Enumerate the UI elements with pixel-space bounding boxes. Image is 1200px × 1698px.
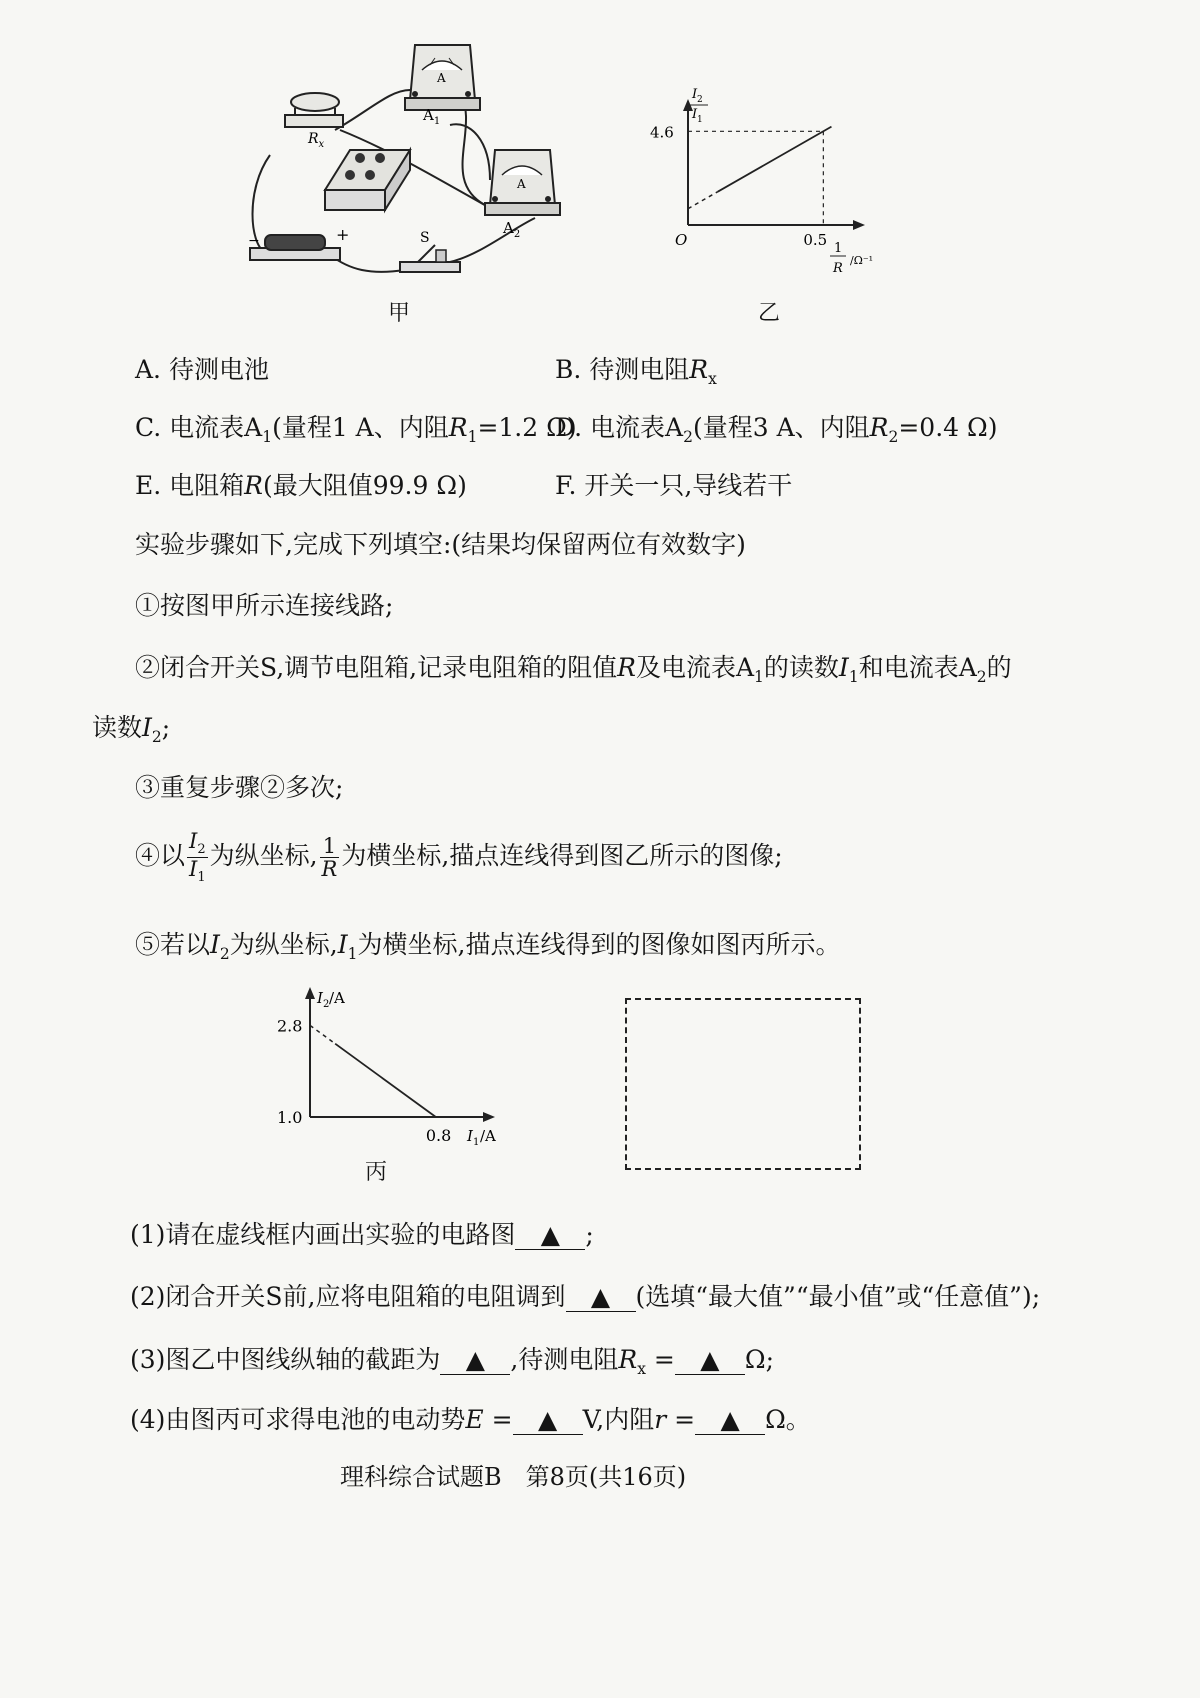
x-label-unit: /Ω⁻¹ [850,254,874,267]
option-a: A. 待测电池 [135,355,269,384]
y-label-sub: 2 [323,999,330,1010]
option-e: E. 电阻箱R(最大阻值99.9 Ω) [135,471,467,500]
y-label-denominator-sub: 1 [697,115,703,125]
answer-blank-q4-internal-resistance[interactable]: ▲ [695,1406,765,1435]
figure-jia-caption: 甲 [388,301,411,326]
figure-bing-caption: 丙 [365,1160,388,1185]
step-2: ②闭合开关S,调节电阻箱,记录电阻箱的阻值R及电流表$A_1$的读数$I_1$和电流表$A_2$的 [135,653,1012,686]
steps-intro: 实验步骤如下,完成下列填空:(结果均保留两位有效数字) [135,530,746,559]
answer-blank-q3-intercept[interactable]: ▲ [440,1346,510,1375]
y-label-numerator: I [692,87,698,102]
step-4: ④以 $\frac{I_2}{I_1}$ 为纵坐标, $\frac{1}{R}$ 为横坐标,描点连线得到图乙所示的图像; [135,829,783,886]
y-tick-label: 4.6 [650,123,674,142]
x-tick-label: 0.8 [425,1126,452,1145]
question-2: (2)闭合开关S前,应将电阻箱的电阻调到 ▲ (选填“最大值”“最小值”或“任意值”); [130,1282,1041,1311]
step-2-continued: 读数$I_2$; [92,713,171,746]
option-f: F. 开关一只,导线若干 [555,471,793,500]
x-axis-arrow [483,1112,495,1122]
wire [450,124,490,180]
x-label-sub: 1 [473,1137,480,1148]
question-3: (3)图乙中图线纵轴的截距为 ▲ ,待测电阻$R_x$ = ▲ Ω; [130,1345,775,1378]
answer-blank-q2[interactable]: ▲ [566,1283,636,1312]
fraction-i2-over-i1: $\frac{I_2}{I_1}$ [189,829,206,886]
y-label-denominator: I [692,107,698,122]
question-1: (1)请在虚线框内画出实验的电路图 ▲ ; [130,1220,594,1249]
ammeter-a2-face-label: A [517,177,526,191]
figure-bing-chart [265,985,545,1155]
option-c: C. 电流表$A_1$(量程1 A、内阻$R_1=1.2$ Ω) [135,413,577,446]
figure-yi-caption: 乙 [758,301,781,326]
y-label-numerator-sub: 2 [697,95,703,105]
wire [450,218,535,262]
answer-blank-q1[interactable]: ▲ [515,1221,585,1250]
y-label: I [317,989,323,1007]
fraction-1-over-r: $\frac{1}{R}$ [321,833,338,881]
x-label-unit: /A [480,1127,496,1145]
figure-yi-chart [630,80,900,290]
x-axis-arrow [853,220,865,230]
step-5: ⑤若以$I_2$为纵坐标$,I_1$为横坐标,描点连线得到的图像如图丙所示。 [135,930,841,963]
x-label-denominator: R [833,261,843,276]
series-line-extrapolated [688,192,718,209]
y-tick-label-bottom: 1.0 [277,1108,303,1127]
battery-icon [250,235,340,260]
y-tick-label-top: 2.8 [277,1016,303,1036]
figure-jia-circuit [240,30,640,330]
origin-label: O [675,231,688,249]
answer-blank-q4-emf[interactable]: ▲ [513,1406,583,1435]
step-3: ③重复步骤②多次; [135,773,344,802]
resistance-box-icon [325,150,410,210]
step-1: ①按图甲所示连接线路; [135,591,394,620]
x-label-numerator: 1 [834,241,843,256]
ammeter-a2-label: $A_2$ [503,219,521,240]
switch-label: S [420,230,430,246]
resistor-rx-label: $R_x$ [308,131,325,150]
question-4: (4)由图丙可求得电池的电动势E = ▲ V,内阻r = ▲ Ω。 [130,1405,811,1434]
series-line [335,1044,436,1117]
option-d: D. 电流表$A_2$(量程3 A、内阻$R_2=0.4$ Ω) [555,413,998,446]
ammeter-a1-label: $A_1$ [423,106,441,127]
battery-minus-label: − [248,233,260,249]
series-line-extrapolated [310,1025,335,1043]
wire [335,90,410,130]
x-tick-label: 0.5 [803,231,828,249]
battery-plus-label: + [336,225,350,244]
x-label: I [467,1127,473,1145]
switch-icon [400,245,460,272]
resistor-rx-icon [285,93,343,127]
circuit-drawing-box[interactable] [625,998,861,1170]
page-footer: 理科综合试题B 第8页(共16页) [340,1463,687,1491]
answer-blank-q3-rx[interactable]: ▲ [675,1346,745,1375]
y-axis-arrow [305,987,315,999]
ammeter-a1-face-label: A [437,71,446,85]
wire [330,255,405,272]
y-label-unit: /A [329,989,345,1007]
option-b: B. 待测电阻$R_x$ [555,355,717,388]
series-line [718,127,832,192]
